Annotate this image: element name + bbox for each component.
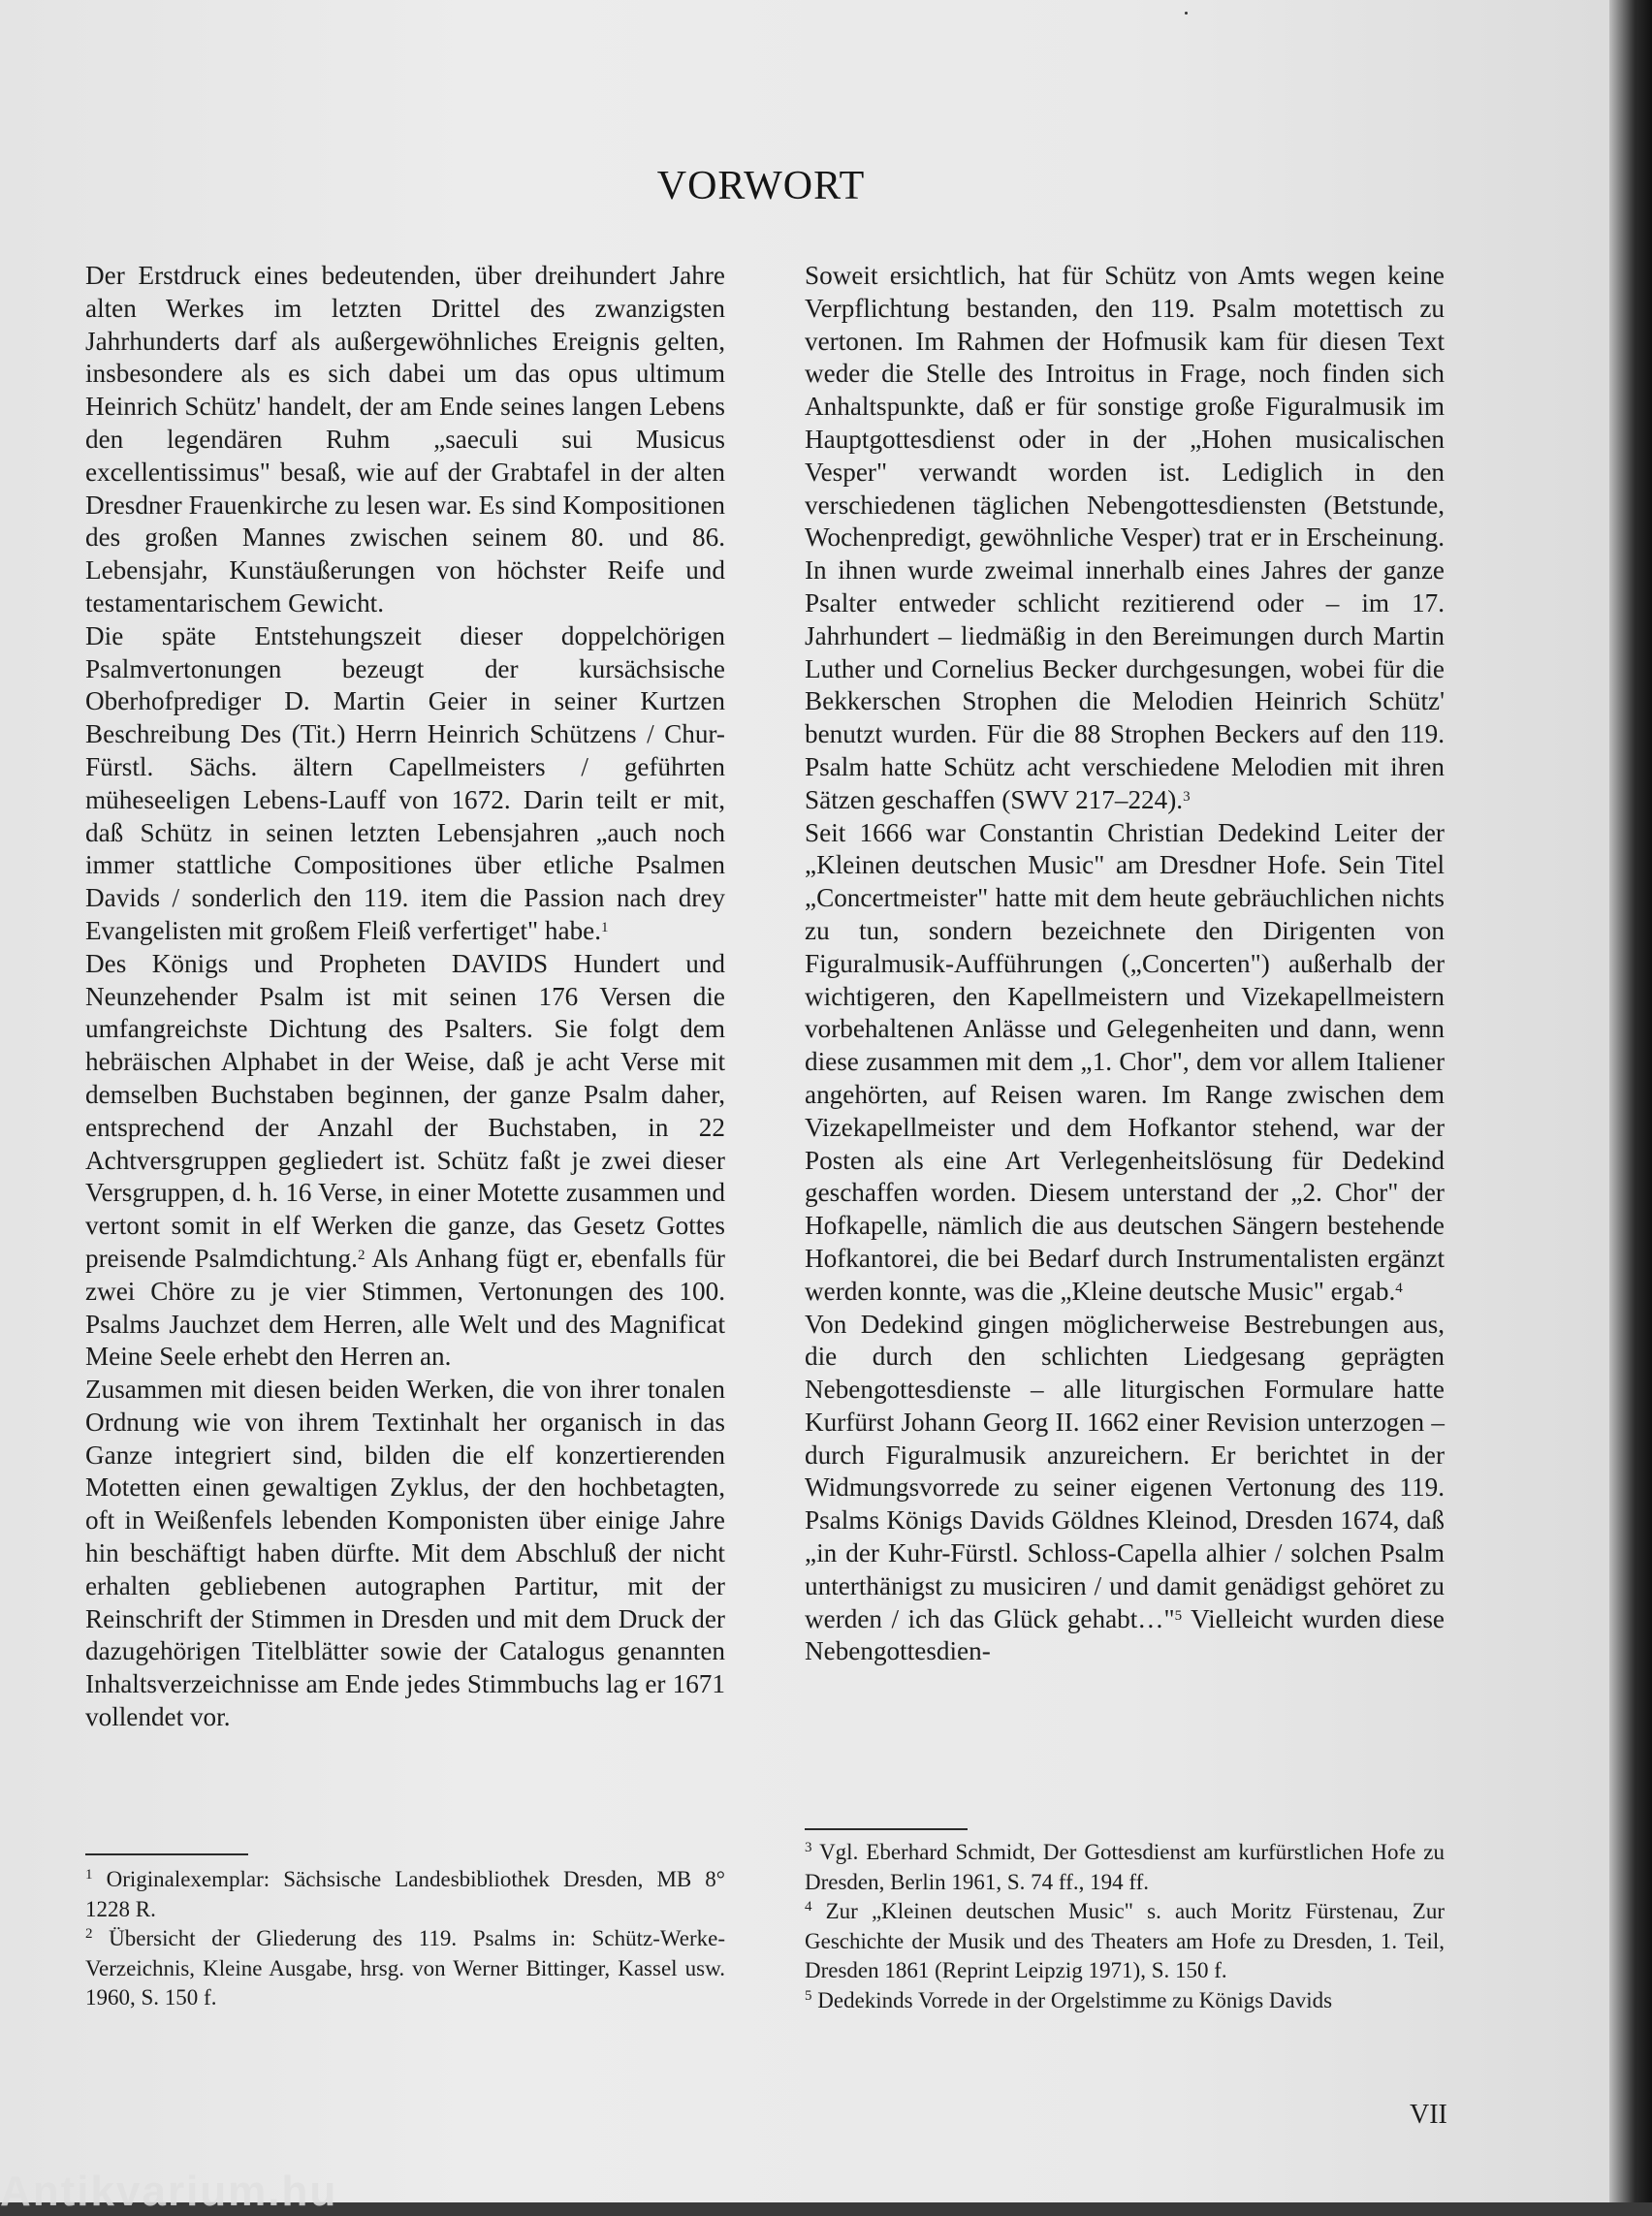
footnote-3-text: Vgl. Eberhard Schmidt, Der Gottesdienst am kurfürstlichen Hofe zu Dresden, Berlin 1961, S. 74 ff., 194 ff. <box>805 1840 1445 1894</box>
footnote-ref-5: 5 <box>1174 1607 1183 1624</box>
right-paragraph-3-tail: Vielleicht wurden diese Nebengottesdien- <box>805 1603 1445 1666</box>
footnotes-right <box>805 1838 1445 2015</box>
right-paragraph-3-text: Von Dedekind gingen möglicherweise Bestrebungen aus, die durch den schlichten Liedgesang geprägten Nebengottesdienste – alle liturgischen Formulare hatte Kurfürst Johann Georg II. 1662 einer Revision unterzogen – durch Figuralmusik anzureichern. Er berichtet in der Widmungsvorrede zu seiner eigenen Vertonung des 119. Psalms Königs Davids Göldnes Kleinod, Dresden 1674, daß „in der Kuhr-Fürstl. Schloss-Capella alhier / solchen Psalm unterthänigst zu musiciren / und damit genädigst gehöret zu werden / ich das Glück gehabt…" <box>805 1309 1445 1633</box>
footnote-5-text: Dedekinds Vorrede in der Orgelstimme zu Königs Davids <box>817 1987 1333 2012</box>
right-paragraph-2-text: Seit 1666 war Constantin Christian Dedekind Leiter der „Kleinen deutschen Music" am Dresdner Hofe. Sein Titel „Concertmeister" hatte mit dem heute gebräuchlichen nichts zu tun, sondern bezeichnete den Dirigenten von Figuralmusik-Aufführungen („Concerten") außerhalb der wichtigeren, den Kapellmeistern und Vizekapellmeistern vorbehaltenen Anlässe und Gelegenheiten und dann, wenn diese zusammen mit dem „1. Chor", dem vor allem Italiener angehörten, auf Reisen waren. Im Range zwischen dem Vizekapellmeister und dem Hofkantor stehend, war der Posten als eine Art Verlegenheitslösung für Dedekind geschaffen worden. Diesem unterstand der „2. Chor" der Hofkapelle, nämlich die aus deutschen Sängern bestehende Hofkantorei, die bei Bedarf durch Instrumentalisten ergänzt werden konnte, was die „Kleine deutsche Music" ergab. <box>805 817 1445 1306</box>
footnote-3-number: 3 <box>805 1840 812 1855</box>
left-paragraph-1: Der Erstdruck eines bedeutenden, über dreihundert Jahre alten Werkes im letzten Drittel des zwanzigsten Jahrhunderts darf als außergewöhnliches Ereignis gelten, insbesondere als es sich dabei um das opus ultimum Heinrich Schütz' handelt, der am Ende seines langen Lebens den legendären Ruhm „saeculi sui Musicus excellentissimus" besaß, wie auf der Grabtafel in der alten Dresdner Frauenkirche zu lesen war. Es sind Kompositionen des großen Mannes zwischen seinem 80. und 86. Lebensjahr, Kunstäußerungen von höchster Reife und testamentarischem Gewicht. <box>85 261 725 617</box>
left-paragraph-4: Zusammen mit diesen beiden Werken, die von ihrer tonalen Ordnung wie von ihrem Textinhalt her organisch in das Ganze integriert sind, bilden die elf konzertierenden Motetten einen gewaltigen Zyklus, der den hochbetagten, oft in Weißenfels lebenden Komponisten über einige Jahre hin beschäftigt haben dürfte. Mit dem Abschluß der nicht erhalten gebliebenen autographen Partitur, mit der Reinschrift der Stimmen in Dresden und mit dem Druck der dazugehörigen Titelblätter sowie der Catalogus genannten Inhaltsverzeichnisse am Ende jedes Stimmbuchs lag er 1671 vollendet vor. <box>85 1375 725 1732</box>
footnote-2-text: Übersicht der Gliederung des 119. Psalms in: Schütz-Werke-Verzeichnis, Kleine Ausgabe, hrsg. von Werner Bittinger, Kassel usw. 1960, S. 150 f. <box>85 1926 725 2010</box>
right-paragraph-2 <box>805 817 1445 1309</box>
footnote-4-number: 4 <box>805 1899 812 1915</box>
book-edge-shadow <box>1609 0 1652 2202</box>
left-paragraph-2 <box>85 620 725 948</box>
left-column <box>85 260 725 1734</box>
left-paragraph-3-text-a: Des Königs und Propheten DAVIDS Hundert und Neunzehender Psalm ist mit seinen 176 Versen die umfangreichste Dichtung des Psalters. Sie folgt dem hebräischen Alphabet in der Weise, daß je acht Verse mit demselben Buchstaben beginnen, der ganze Psalm daher, entsprechend der Anzahl der Buchstaben, in 22 Achtversgruppen gegliedert ist. Schütz faßt je zwei dieser Versgruppen, d. h. 16 Verse, in einer Motette zusammen und vertont somit in elf Werken die ganze, das Gesetz Gottes preisende Psalmdichtung. <box>85 948 725 1273</box>
left-paragraph-2-text: Die späte Entstehungszeit dieser doppelchörigen Psalmvertonungen bezeugt der kursächsische Oberhofprediger D. Martin Geier in seiner Kurtzen Beschreibung Des (Tit.) Herrn Heinrich Schützens / Chur-Fürstl. Sächs. ältern Capellmeisters / geführten müheseeligen Lebens-Lauff von 1672. Darin teilt er mit, daß Schütz in seinen letzten Lebensjahren „auch noch immer stattliche Compositiones über etliche Psalmen Davids / sonderlich den 119. item die Passion nach drey Evangelisten mit großem Fleiß verfertiget" habe. <box>85 620 725 945</box>
right-paragraph-3 <box>805 1309 1445 1669</box>
footnote-4-text: Zur „Kleinen deutschen Music" s. auch Moritz Fürstenau, Zur Geschichte der Musik und des Theaters am Hofe zu Dresden, 1. Teil, Dresden 1861 (Reprint Leipzig 1971), S. 150 f. <box>805 1899 1446 1982</box>
footnote-4 <box>805 1897 1445 1986</box>
footnote-3 <box>805 1838 1445 1897</box>
footnote-ref-3: 3 <box>1183 788 1191 805</box>
footnote-5 <box>805 1986 1445 2016</box>
left-paragraph-3-text-b: Als Anhang fügt er, ebenfalls für zwei Chöre zu je vier Stimmen, Vertonungen des 100. Psalms Jauchzet dem Herren, alle Welt und des Magnificat Meine Seele erhebt den Herren an. <box>85 1243 725 1372</box>
left-paragraph-3 <box>85 948 725 1374</box>
right-column <box>805 260 1445 1668</box>
page-title: VORWORT <box>656 164 866 208</box>
footnote-1-number: 1 <box>85 1867 93 1883</box>
print-speck <box>1185 12 1188 15</box>
right-paragraph-1-text: Soweit ersichtlich, hat für Schütz von Amts wegen keine Verpflichtung bestanden, den 119. Psalm motettisch zu vertonen. Im Rahmen der Hofmusik kam für diesen Text weder die Stelle des Introitus in Frage, noch finden sich Anhaltspunkte, daß er für sonstige große Figuralmusik im Hauptgottesdienst oder in der „Hohen musicalischen Vesper" verwandt worden ist. Lediglich in den verschiedenen täglichen Nebengottesdiensten (Betstunde, Wochenpredigt, gewöhnliche Vesper) trat er in Erscheinung. In ihnen wurde zweimal innerhalb eines Jahres der ganze Psalter entweder schlicht rezitierend oder – im 17. Jahrhundert – liedmäßig in den Bereimungen durch Martin Luther und Cornelius Becker durchgesungen, wobei für die Bekkerschen Strophen die Melodien Heinrich Schütz' benutzt wurden. Für die 88 Strophen Beckers auf den 119. Psalm hatte Schütz acht verschiedene Melodien mit ihren Sätzen geschaffen (SWV 217–224). <box>805 261 1445 814</box>
footnote-2-number: 2 <box>85 1926 93 1942</box>
footnote-5-number: 5 <box>805 1987 812 2004</box>
footnote-ref-1: 1 <box>601 919 609 935</box>
page-number: VII <box>1410 2100 1447 2130</box>
footnotes-left <box>85 1865 725 2013</box>
footnote-2 <box>85 1924 725 2013</box>
right-paragraph-1 <box>805 260 1445 817</box>
footnote-ref-4: 4 <box>1395 1280 1403 1296</box>
footnote-rule-right <box>805 1828 968 1830</box>
footnote-rule-left <box>85 1853 248 1855</box>
footnote-ref-2: 2 <box>357 1247 365 1263</box>
watermark: Antikvarium.hu <box>0 2168 338 2215</box>
footnote-1 <box>85 1865 725 1924</box>
footnote-1-text: Originalexemplar: Sächsische Landesbibliothek Dresden, MB 8° 1228 R. <box>85 1867 725 1921</box>
